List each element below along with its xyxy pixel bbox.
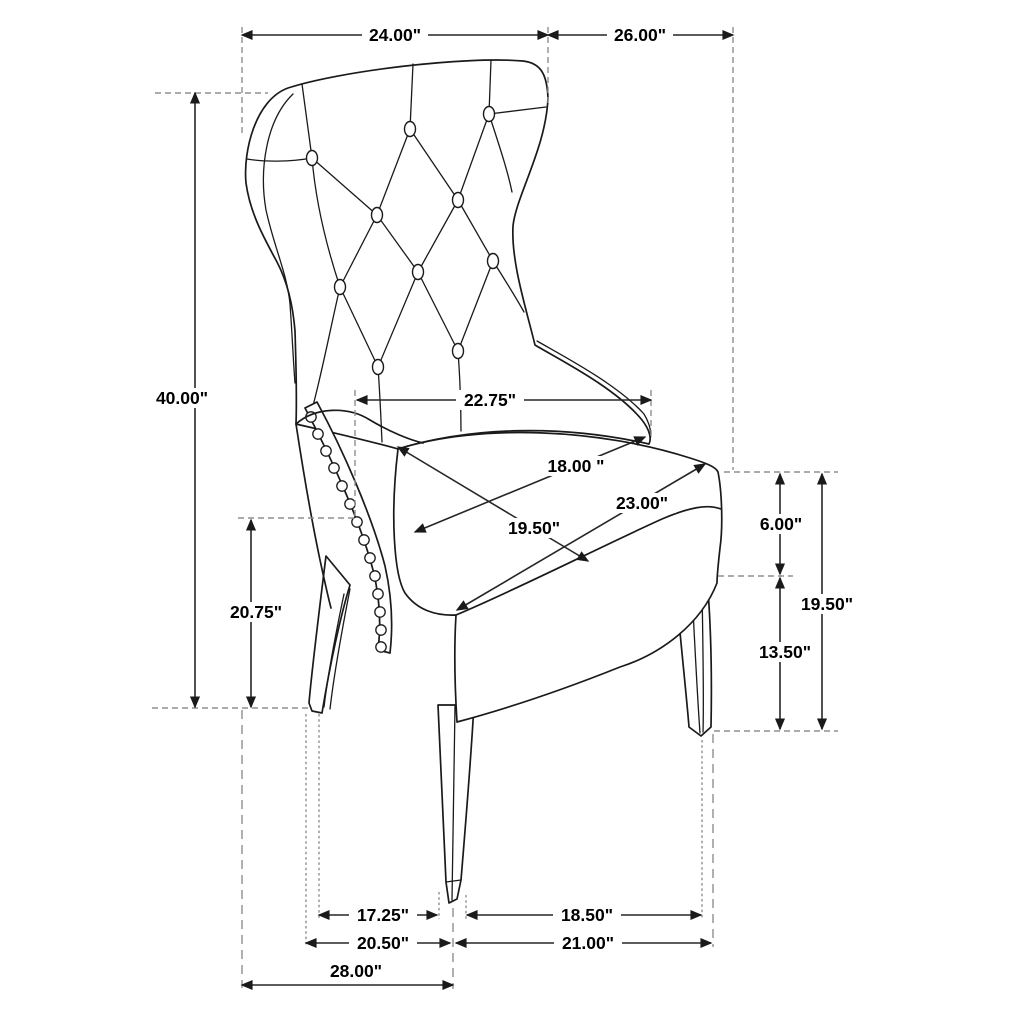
dimension-label: 13.50" (758, 642, 812, 662)
chair-illustration (246, 60, 722, 903)
dimension-label: 22.75" (463, 390, 517, 410)
dimension-label: 28.00" (329, 961, 383, 981)
dimension-label: 40.00" (155, 388, 209, 408)
dimension-label: 20.75" (229, 602, 283, 622)
dimension-label: 24.00" (368, 25, 422, 45)
dimension-20-50 (306, 933, 450, 953)
dimension-label: 19.50" (800, 594, 854, 614)
dimension-6-00 (752, 474, 810, 574)
dimension-label: 18.00 " (547, 456, 605, 476)
dimension-26-00 (548, 25, 733, 45)
dimension-label: 18.50" (560, 905, 614, 925)
dimension-28-00 (242, 961, 453, 985)
dimension-20-75 (222, 520, 290, 707)
dimension-17-25 (319, 905, 437, 925)
front-left-leg (438, 705, 474, 903)
dimension-label: 21.00" (561, 933, 615, 953)
dimension-label: 26.00" (613, 25, 667, 45)
rear-left-leg (309, 556, 350, 713)
dimension-label: 20.50" (356, 933, 410, 953)
dimension-21-00 (456, 933, 711, 953)
dimension-40-00 (148, 93, 216, 707)
dimension-24-00 (242, 25, 548, 45)
dimension-18-50 (467, 905, 701, 925)
dimension-label: 23.00" (615, 493, 669, 513)
dimension-label: 19.50" (507, 518, 561, 538)
dimension-label: 17.25" (356, 905, 410, 925)
dimension-19-50-right (793, 474, 861, 729)
dimension-label: 6.00" (759, 514, 803, 534)
